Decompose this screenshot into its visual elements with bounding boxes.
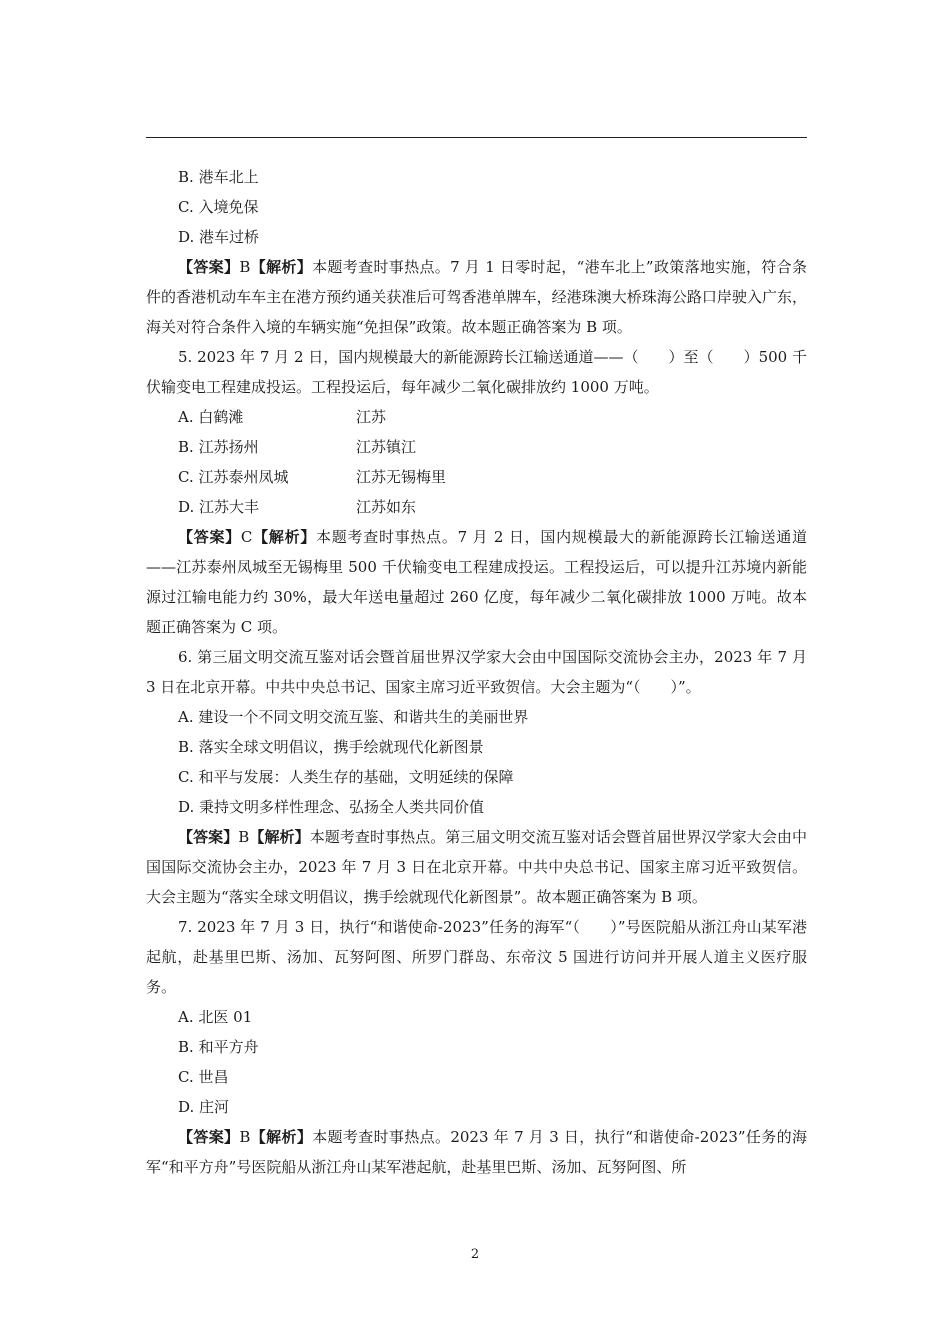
q4-option-b: B. 港车北上 [178, 168, 259, 186]
q7-question: 7. 2023 年 7 月 3 日，执行“和谐使命-2023”任务的海军“（ ）”号医院船从浙江舟山某军港起航，赴基里巴斯、汤加、瓦努阿图、所罗门群岛、东帝汶 5 国进行访问并开展人道主义医疗服务。 [146, 918, 807, 996]
q4-answer: 【答案】B【解析】本题考查时事热点。7 月 1 日零时起，“港车北上”政策落地实施，符合条件的香港机动车车主在港方预约通关获准后可驾香港单牌车，经港珠澳大桥珠海公路口岸驶入广东，海关对符合条件入境的车辆实施“免担保”政策。故本题正确答案为 B 项。 [146, 258, 807, 336]
q5-question: 5. 2023 年 7 月 2 日，国内规模最大的新能源跨长江输送通道——（ ）至（ ）500 千伏输变电工程建成投运。工程投运后，每年减少二氧化碳排放约 1000 万吨。 [146, 348, 807, 396]
q4-option-c: C. 入境免保 [178, 198, 259, 216]
page-content [146, 162, 807, 1182]
q5-option-c: C. 江苏泰州凤城 江苏无锡梅里 [178, 468, 447, 486]
header-rule [146, 137, 807, 138]
q4-option-d: D. 港车过桥 [178, 228, 260, 246]
q6-question: 6. 第三届文明交流互鉴对话会暨首届世界汉学家大会由中国国际交流协会主办，2023 年 7 月 3 日在北京开幕。中共中央总书记、国家主席习近平致贺信。大会主题为“（ ）”。 [146, 648, 807, 696]
q6-option-d: D. 秉持文明多样性理念、弘扬全人类共同价值 [178, 798, 485, 816]
q5-option-b: B. 江苏扬州 江苏镇江 [178, 438, 417, 456]
q6-option-c: C. 和平与发展：人类生存的基础，文明延续的保障 [178, 768, 514, 786]
q5-answer: 【答案】C【解析】本题考查时事热点。7 月 2 日，国内规模最大的新能源跨长江输送通道——江苏泰州凤城至无锡梅里 500 千伏输变电工程建成投运。工程投运后，可以提升江苏境内新能源过江输电能力约 30%，最大年送电量超过 260 亿度，每年减少二氧化碳排放 1000 万吨。故本题正确答案为 C 项。 [146, 528, 807, 636]
q7-option-b: B. 和平方舟 [178, 1038, 259, 1056]
page-number: 2 [470, 1247, 480, 1262]
q7-option-d: D. 庄河 [178, 1098, 230, 1116]
q5-option-d: D. 江苏大丰 江苏如东 [178, 498, 417, 516]
q7-option-a: A. 北医 01 [178, 1008, 253, 1026]
q6-answer: 【答案】B【解析】本题考查时事热点。第三届文明交流互鉴对话会暨首届世界汉学家大会由中国国际交流协会主办，2023 年 7 月 3 日在北京开幕。中共中央总书记、国家主席习近平致贺信。大会主题为“落实全球文明倡议，携手绘就现代化新图景”。故本题正确答案为 B 项。 [146, 828, 807, 906]
q6-option-a: A. 建设一个不同文明交流互鉴、和谐共生的美丽世界 [178, 708, 529, 726]
q5-option-a: A. 白鹤滩 江苏 [178, 408, 387, 426]
q7-option-c: C. 世昌 [178, 1068, 229, 1086]
q6-option-b: B. 落实全球文明倡议，携手绘就现代化新图景 [178, 738, 484, 756]
q7-answer: 【答案】B【解析】本题考查时事热点。2023 年 7 月 3 日，执行“和谐使命-2023”任务的海军“和平方舟”号医院船从浙江舟山某军港起航，赴基里巴斯、汤加、瓦努阿图、所 [146, 1128, 807, 1176]
